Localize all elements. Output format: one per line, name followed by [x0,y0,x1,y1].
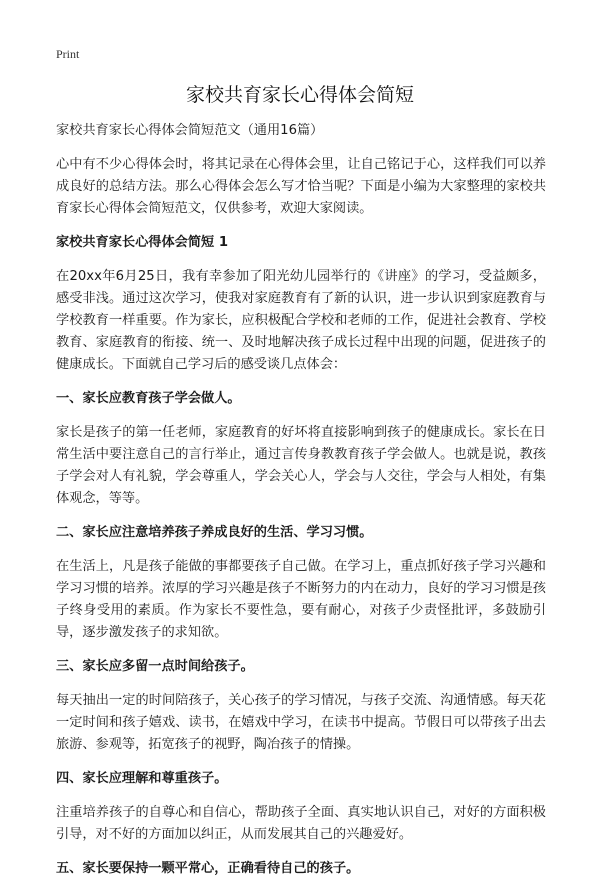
point-heading-3: 三、家长应多留一点时间给孩子。 [56,659,254,674]
point-heading-2: 二、家长应注意培养孩子养成良好的生活、学习习惯。 [56,525,373,540]
point-heading-4: 四、家长应理解和尊重孩子。 [56,771,228,786]
page-title: 家校共育家长心得体会简短 [185,84,414,106]
section-paragraph: 在20xx年6月25日，我有幸参加了阳光幼儿园举行的《讲座》的学习，受益颇多，感受非浅。通过这次学习，使我对家庭教育有了新的认识，进一步认识到家庭教育与学校教育一样重要。作为家长，应积极配合学校和老师的工作，促进社会教育、学校教育、家庭教育的衔接、统一、及时地解决孩子成长过程中出现的问题，促进孩子的健康成长。下面就自己学习后的感受谈几点体会： [56,269,546,372]
point-heading-1: 一、家长应教育孩子学会做人。 [56,391,241,406]
point-paragraph-3: 每天抽出一定的时间陪孩子，关心孩子的学习情况，与孩子交流、沟通情感。每天花一定时间和孩子嬉戏、读书，在嬉戏中学习，在读书中提高。节假日可以带孩子出去旅游、参观等，拓宽孩子的视野，陶冶孩子的情操。 [56,693,546,752]
point-heading-5: 五、家长要保持一颗平常心，正确看待自己的孩子。 [56,861,360,876]
article-subtitle: 家校共育家长心得体会简短范文（通用16篇） [56,123,324,138]
section-heading: 家校共育家长心得体会简短 1 [56,235,229,250]
print-link[interactable]: Print [56,47,80,61]
point-paragraph-2: 在生活上，凡是孩子能做的事都要孩子自己做。在学习上，重点抓好孩子学习兴趣和学习习惯的培养。浓厚的学习兴趣是孩子不断努力的内在动力，良好的学习习惯是孩子终身受用的素质。作为家长不要性急，要有耐心，对孩子少责怪批评，多鼓励引导，逐步激发孩子的求知欲。 [56,559,546,640]
point-paragraph-1: 家长是孩子的第一任老师，家庭教育的好坏将直接影响到孩子的健康成长。家长在日常生活中要注意自己的言行举止，通过言传身教教育孩子学会做人。也就是说，教孩子学会对人有礼貌，学会尊重人，学会关心人，学会与人交往，学会与人相处，有集体观念，等等。 [56,425,546,506]
intro-paragraph: 心中有不少心得体会时，将其记录在心得体会里，让自己铭记于心，这样我们可以养成良好的总结方法。那么心得体会怎么写才恰当呢？下面是小编为大家整理的家校共育家长心得体会简短范文，仅供参考，欢迎大家阅读。 [56,157,546,216]
point-paragraph-4: 注重培养孩子的自尊心和自信心，帮助孩子全面、真实地认识自己，对好的方面积极引导，对不好的方面加以纠正，从而发展其自己的兴趣爱好。 [56,805,546,842]
article-body [56,120,546,892]
